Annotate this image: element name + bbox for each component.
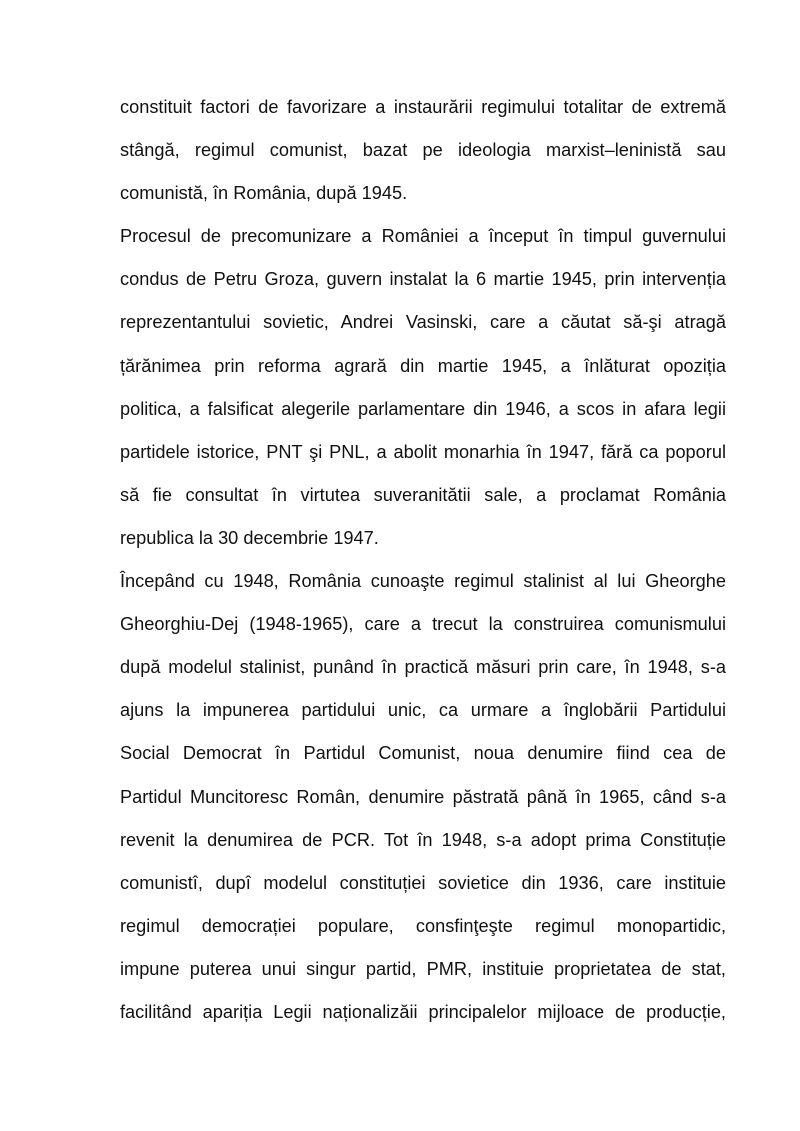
body-text xyxy=(120,86,726,1034)
text-line: reprezentantului sovietic, Andrei Vasinski, care a căutat să-şi atragă xyxy=(120,312,726,333)
text-line: Procesul de precomunizare a României a început în timpul guvernului xyxy=(120,226,726,247)
text-line: facilitând apariția Legii naționalizăii principalelor mijloace de producție, xyxy=(120,1001,726,1022)
text-line: Începând cu 1948, România cunoaşte regimul stalinist al lui Gheorghe xyxy=(120,571,726,592)
paragraph-2 xyxy=(120,215,726,560)
text-line: Social Democrat în Partidul Comunist, noua denumire fiind cea de xyxy=(120,743,726,764)
paragraph-3 xyxy=(120,560,726,1034)
text-line: condus de Petru Groza, guvern instalat la 6 martie 1945, prin intervenția xyxy=(120,269,726,290)
text-line: stângă, regimul comunist, bazat pe ideologia marxist–leninistă sau xyxy=(120,140,726,161)
text-line: ajuns la impunerea partidului unic, ca urmare a înglobării Partidului xyxy=(120,700,726,721)
text-line: revenit la denumirea de PCR. Tot în 1948, s-a adopt prima Constituție xyxy=(120,829,726,850)
text-line: republica la 30 decembrie 1947. xyxy=(120,527,379,548)
text-line: constituit factori de favorizare a instaurării regimului totalitar de extremă xyxy=(120,97,726,117)
text-line: comunistă, în România, după 1945. xyxy=(120,183,408,204)
text-line: Partidul Muncitoresc Român, denumire păstrată până în 1965, când s-a xyxy=(120,786,726,807)
text-line: țărănimea prin reforma agrară din martie 1945, a înlăturat opoziția xyxy=(120,355,726,376)
text-line: Gheorghiu-Dej (1948-1965), care a trecut la construirea comunismului xyxy=(120,614,726,635)
text-line: după modelul stalinist, punând în practică măsuri prin care, în 1948, s-a xyxy=(120,657,726,678)
text-line: comunistî, dupî modelul constituției sovietice din 1936, care instituie xyxy=(120,872,726,893)
text-line: regimul democrației populare, consfinţeşte regimul monopartidic, xyxy=(120,915,726,936)
paragraph-1 xyxy=(120,86,726,215)
text-line: politica, a falsificat alegerile parlamentare din 1946, a scos in afara legii xyxy=(120,398,726,419)
text-line: partidele istorice, PNT şi PNL, a abolit monarhia în 1947, fără ca poporul xyxy=(120,441,726,462)
text-line: să fie consultat în virtutea suveranitătii sale, a proclamat România xyxy=(120,484,726,505)
text-line: impune puterea unui singur partid, PMR, instituie proprietatea de stat, xyxy=(120,958,726,979)
